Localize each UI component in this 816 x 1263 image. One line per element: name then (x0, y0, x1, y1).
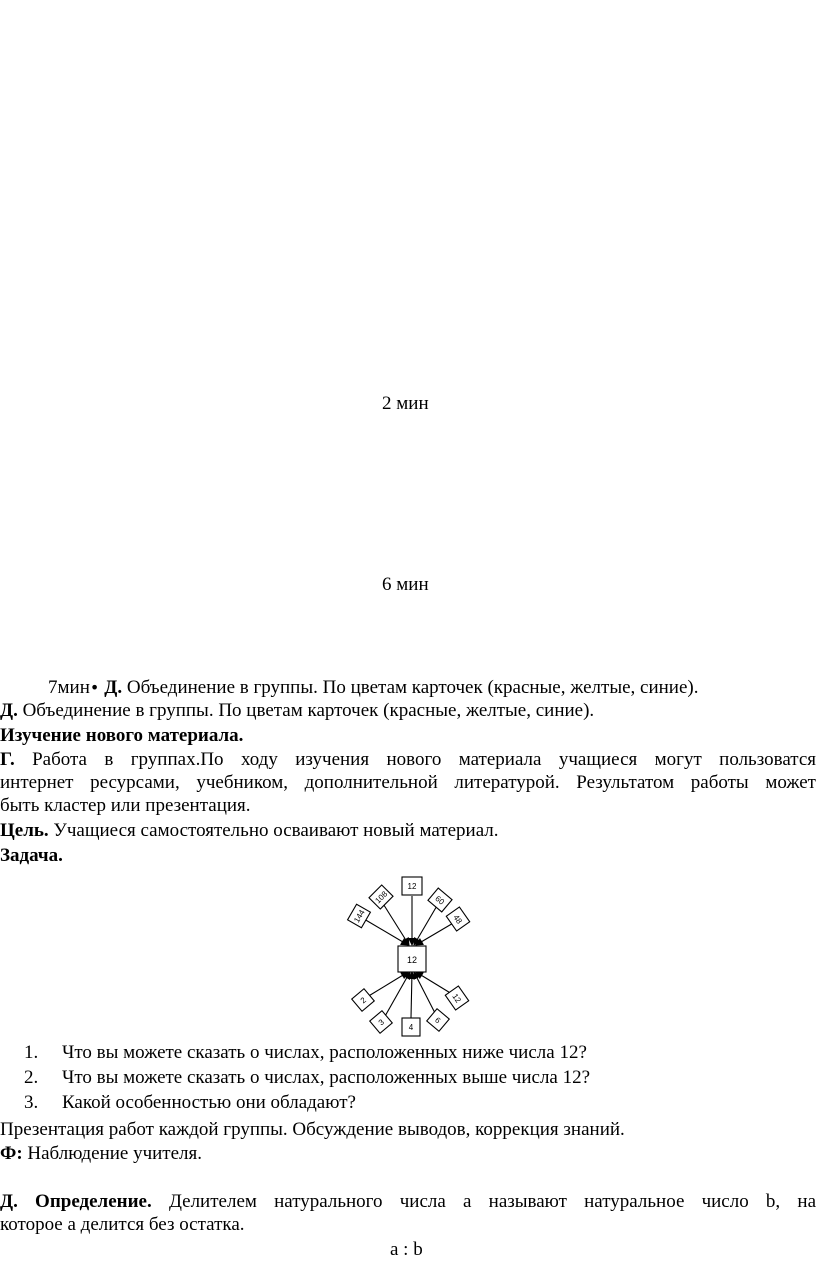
node-label: 108 (373, 889, 390, 906)
node-label: 6 (433, 1015, 443, 1026)
item-number: 3. (24, 1092, 39, 1113)
diagram-node-144 (348, 904, 371, 928)
item-text: Что вы можете сказать о числах, расположенных ниже числа 12? (62, 1042, 587, 1063)
arrow-12-bottom (416, 972, 452, 994)
diagram-node-3 (370, 1011, 393, 1034)
line-d (0, 700, 594, 722)
divisor-diagram (340, 870, 480, 1040)
arrow-48 (416, 922, 455, 945)
heading-new-material (0, 725, 243, 747)
f-prefix: Ф: (0, 1143, 23, 1164)
diagram-node-12-top (402, 877, 422, 895)
bullet-icon: • (89, 678, 100, 697)
g-paragraph (0, 748, 816, 817)
g-line-2: интернет ресурсами, учебником, дополнительной литературой. Результатом работы может (0, 772, 816, 793)
prefix-d: Д. (104, 677, 123, 698)
task-heading (0, 845, 63, 867)
goal-text: Учащиеся самостоятельно осваивают новый материал. (48, 820, 499, 841)
node-label: 60 (433, 894, 446, 907)
arrow-4 (411, 972, 412, 1018)
diagram-center-node (398, 946, 426, 972)
diagram-node-48 (446, 907, 469, 931)
line-7min (48, 677, 698, 699)
item-number: 1. (24, 1042, 39, 1063)
diagram-node-60 (428, 888, 452, 912)
list-item (0, 1065, 816, 1090)
diagram-node-2 (352, 989, 375, 1012)
item-text: Что вы можете сказать о числах, расположенных выше числа 12? (62, 1067, 591, 1088)
timing-6min: 6 мин (382, 574, 429, 595)
definition-prefix: Д. Определение. (0, 1191, 152, 1212)
time-label: 7мин (48, 677, 90, 698)
prefix-g: Г. (0, 749, 15, 770)
item-text: Какой особенностью они обладают? (62, 1092, 356, 1113)
list-item (0, 1040, 816, 1065)
g-line-1 (0, 748, 816, 771)
list-item (0, 1090, 816, 1115)
diagram-node-6 (427, 1009, 450, 1032)
node-label: 48 (451, 913, 464, 926)
g-line-3: быть кластер или презентация. (0, 795, 251, 816)
arrow-2 (367, 972, 408, 997)
g-line-1-text: Работа в группах.По ходу изучения нового материала учащиеся могут пользоватся (14, 749, 816, 770)
arrow-6 (414, 972, 436, 1015)
diagram-node-12-bottom (445, 986, 468, 1010)
timing-2min: 2 мин (382, 393, 429, 414)
arrow-108 (382, 902, 409, 945)
line-text: Объединение в группы. По цветам карточек (красные, желтые, синие). (122, 677, 699, 698)
diagram-node-4 (402, 1018, 420, 1036)
item-number: 2. (24, 1067, 39, 1088)
goal-line (0, 820, 499, 842)
diagram-node-108 (369, 885, 393, 909)
definition-line-1-text: Делителем натурального числа a называют натуральное число b, на (151, 1191, 816, 1212)
question-list (0, 1040, 816, 1115)
presentation-line: Презентация работ каждой группы. Обсуждение выводов, коррекция знаний. (0, 1119, 625, 1140)
node-label: 2 (358, 995, 368, 1006)
line-text: Объединение в группы. По цветам карточек (красные, желтые, синие). (17, 700, 595, 721)
formula: a : b (390, 1239, 423, 1260)
node-label: 12 (407, 882, 417, 891)
f-line (0, 1143, 202, 1165)
node-label: 3 (376, 1017, 386, 1028)
prefix-d: Д. (0, 700, 18, 721)
f-text: Наблюдение учителя. (22, 1143, 203, 1164)
definition-line-2: которое а делится без остатка. (0, 1214, 245, 1235)
heading-text: Изучение нового материала. (0, 725, 244, 746)
goal-prefix: Цель. (0, 820, 49, 841)
center-node-label: 12 (406, 955, 418, 965)
task-heading-text: Задача. (0, 845, 63, 866)
node-label: 144 (352, 908, 367, 925)
definition-paragraph (0, 1190, 816, 1236)
definition-line-1 (0, 1190, 816, 1213)
node-label: 12 (450, 992, 463, 1005)
node-label: 4 (408, 1023, 414, 1032)
